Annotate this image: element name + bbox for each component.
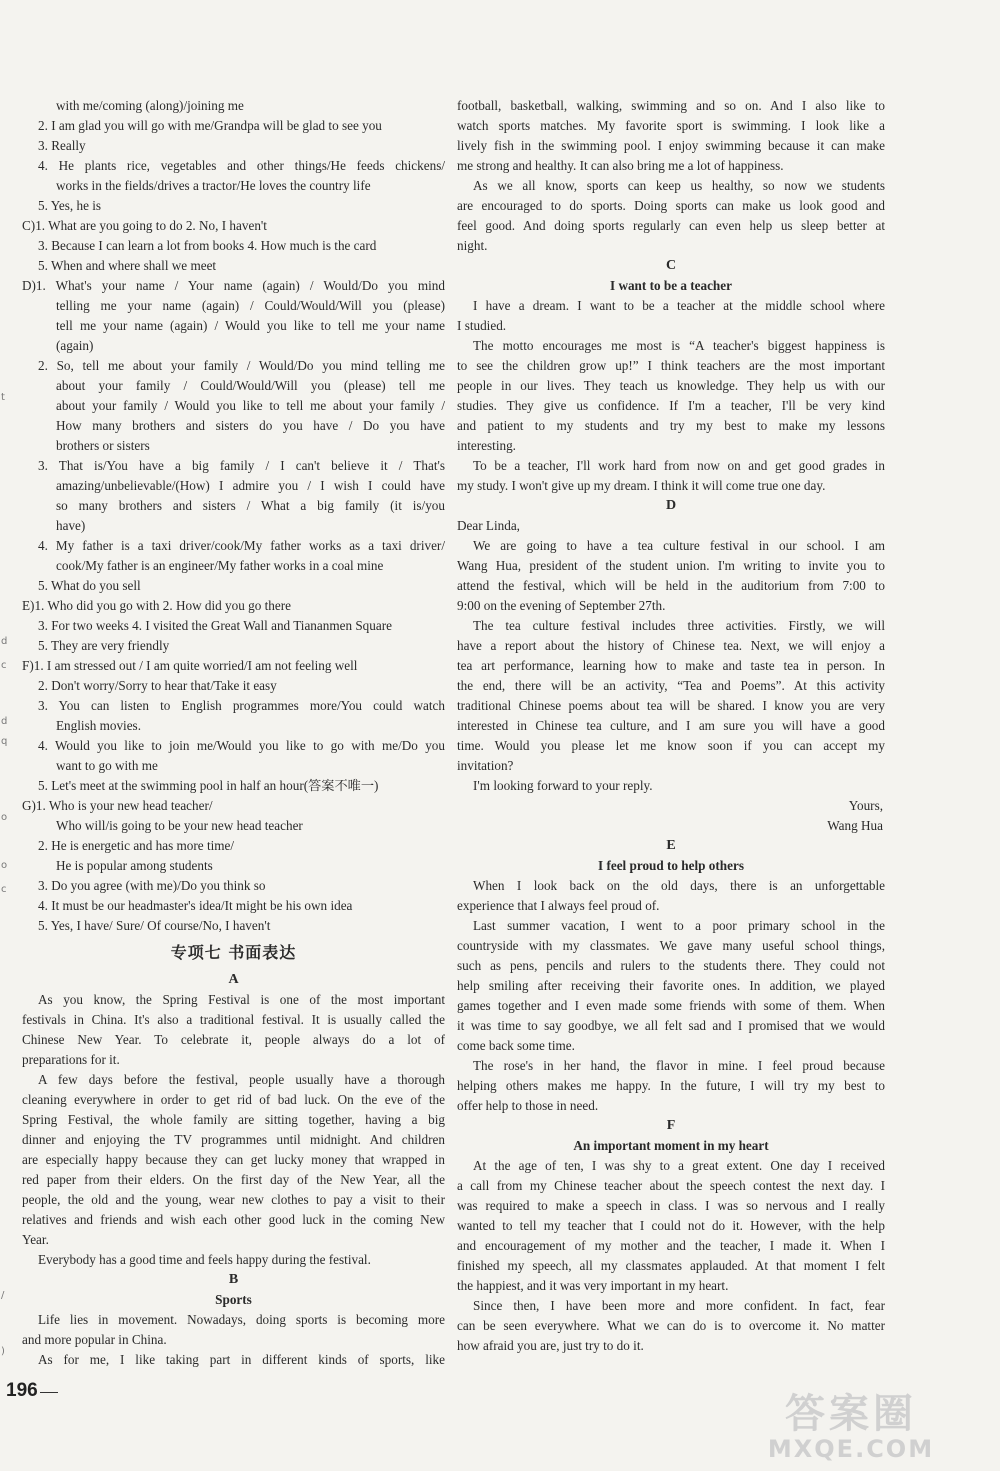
text-line: 5. When and where shall we meet — [38, 258, 217, 273]
text-line: 5. They are very friendly — [38, 638, 170, 653]
text-line: the happiest, and it was very important in my heart. — [457, 1278, 729, 1293]
text-line: (again) — [56, 338, 94, 353]
text-line: The tea culture festival includes three activities. Firstly, we will — [473, 618, 885, 633]
margin-mark: o — [1, 812, 8, 823]
text-line: 2. I am glad you will go with me/Grandpa will be glad to see you — [38, 118, 382, 133]
text-line: English movies. — [56, 718, 141, 733]
text-line: To be a teacher, I'll work hard from now on and get good grades in — [473, 458, 885, 473]
text-line: G)1. Who is your new head teacher/ — [22, 798, 213, 813]
text-line: attend the festival, which will be held in the auditorium from 7:00 to — [457, 578, 885, 593]
text-line: Wang Hua, president of the student union. I'm writing to invite you to — [457, 558, 885, 573]
essay-title: I feel proud to help others — [598, 858, 744, 873]
text-line: about your family / Could/Would/Will you (please) tell me — [56, 378, 445, 393]
section-heading: F — [666, 1118, 676, 1133]
text-line: helping others makes me happy. In the future, I will try my best to — [457, 1078, 885, 1093]
text-line: interested in Chinese tea culture, and I am sure you will have a good — [457, 718, 885, 733]
text-line: people in our lives. They teach us knowledge. They help us with our — [457, 378, 885, 393]
text-line: As we all know, sports can keep us healthy, so now we students — [473, 178, 885, 193]
text-line: dinner and enjoying the TV programmes until midnight. And children — [22, 1132, 445, 1147]
essay-title: I want to be a teacher — [610, 278, 732, 293]
text-line: How many brothers and sisters do you have / Do you have — [56, 418, 445, 433]
text-line: 2. He is energetic and has more time/ — [38, 838, 235, 853]
text-line: As for me, I like taking part in different kinds of sports, like — [38, 1352, 445, 1367]
text-line: C)1. What are you going to do 2. No, I haven't — [22, 218, 267, 233]
section-heading: E — [666, 838, 676, 853]
text-line: Everybody has a good time and feels happy during the festival. — [38, 1252, 371, 1267]
text-line: Wang Hua — [827, 818, 883, 833]
text-line: with me/coming (along)/joining me — [56, 98, 244, 113]
text-line: lively fish in the swimming pool. I enjoy swimming because it can make — [457, 138, 885, 153]
text-line: 4. He plants rice, vegetables and other things/He feeds chickens/ — [38, 158, 445, 173]
section-heading: D — [665, 498, 677, 513]
text-line: me strong and healthy. It can also bring me a lot of happiness. — [457, 158, 784, 173]
text-line: invitation? — [457, 758, 514, 773]
text-line: offer help to those in need. — [457, 1098, 599, 1113]
text-line: 2. So, tell me about your family / Would/Do you mind telling me — [38, 358, 445, 373]
text-line: time. Would you please let me know soon if you can accept my — [457, 738, 885, 753]
essay-title: Sports — [215, 1292, 252, 1307]
text-line: countryside with my classmates. We gave many useful school things, — [457, 938, 885, 953]
text-line: 3. Really — [38, 138, 86, 153]
text-line: feel good. And doing sports regularly can even help us sleep better at — [457, 218, 885, 233]
text-line: F)1. I am stressed out / I am quite worried/I am not feeling well — [22, 658, 358, 673]
margin-mark: / — [1, 1290, 5, 1301]
text-line: The motto encourages me most is “A teacher's biggest happiness is — [473, 338, 885, 353]
text-line: interesting. — [457, 438, 516, 453]
margin-mark: o — [1, 860, 8, 871]
text-line: preparations for it. — [22, 1052, 120, 1067]
text-line: A few days before the festival, people usually have a thorough — [38, 1072, 445, 1087]
text-line: I'm looking forward to your reply. — [473, 778, 653, 793]
text-line: works in the fields/drives a tractor/He loves the country life — [56, 178, 371, 193]
text-line: about your family / Would you like to tell me about your family / — [56, 398, 445, 413]
text-line: We are going to have a tea culture festival in our school. I am — [473, 538, 885, 553]
text-line: 3. For two weeks 4. I visited the Great Wall and Tiananmen Square — [38, 618, 392, 633]
text-line: Dear Linda, — [457, 518, 520, 533]
text-line: When I look back on the old days, there is an unforgettable — [473, 878, 885, 893]
section-heading: B — [228, 1272, 239, 1287]
text-line: Since then, I have been more and more confident. In fact, fear — [473, 1298, 885, 1313]
margin-mark: q — [1, 736, 8, 747]
text-line: 5. Yes, I have/ Sure/ Of course/No, I haven't — [38, 918, 271, 933]
text-line: At the age of ten, I was shy to a great extent. One day I received — [473, 1158, 885, 1173]
text-line: 2. Don't worry/Sorry to hear that/Take it easy — [38, 678, 277, 693]
text-line: finished my speech, all my classmates applauded. At that moment I felt — [457, 1258, 885, 1273]
text-line: The rose's in her hand, the flavor in mine. I feel proud because — [473, 1058, 885, 1073]
text-line: 4. Would you like to join me/Would you like to go with me/Do you — [38, 738, 445, 753]
watermark-text: 答案圈 — [785, 1391, 917, 1437]
text-line: have) — [56, 518, 86, 533]
text-line: 3. Do you agree (with me)/Do you think so — [38, 878, 266, 893]
text-line: a call from my Chinese teacher about the speech contest the next day. I — [457, 1178, 885, 1193]
text-line: it was time to say goodbye, we all felt sad and I promised that we would — [457, 1018, 885, 1033]
text-line: I studied. — [457, 318, 507, 333]
text-line: red paper from their elders. On the first day of the New Year, all the — [22, 1172, 445, 1187]
text-line: traditional Chinese poems about tea will be shared. I know you are very — [457, 698, 885, 713]
text-line: and more popular in China. — [22, 1332, 167, 1347]
watermark-logo — [715, 1392, 987, 1464]
text-line: the end, there will be an activity, “Tea and Poems”. At this activity — [457, 678, 885, 693]
text-line: telling me your name (again) / Could/Would/Will you (please) — [56, 298, 445, 313]
text-line: Spring Festival, the whole family are sitting together, having a big — [22, 1112, 445, 1127]
text-line: and patient to my students and try my best to make my lessons — [457, 418, 885, 433]
text-line: He is popular among students — [56, 858, 213, 873]
text-line: are especially happy because they can get lucky money that wrapped in — [22, 1152, 445, 1167]
text-line: was required to make a speech in class. I was so nervous and I really — [457, 1198, 885, 1213]
text-line: relatives and friends and wish each other good luck in the coming New — [22, 1212, 445, 1227]
text-line: As you know, the Spring Festival is one of the most important — [38, 992, 445, 1007]
text-line: tea art performance, learning how to make and taste tea in person. In — [457, 658, 885, 673]
text-line: to see the children grow up!” I think teachers are the most important — [457, 358, 885, 373]
text-line: want to go with me — [56, 758, 158, 773]
text-line: so many brothers and sisters / What a big family (it is/you — [56, 498, 445, 513]
text-line: football, basketball, walking, swimming and so on. And I also like to — [457, 98, 885, 113]
margin-mark: c — [1, 660, 7, 671]
text-line: Yours, — [848, 798, 883, 813]
text-line: experience that I always feel proud of. — [457, 898, 660, 913]
text-line: amazing/unbelievable/(How) I admire you / I wish I could have — [56, 478, 445, 493]
text-line: Last summer vacation, I went to a poor primary school in the — [473, 918, 885, 933]
text-line: my study. I won't give up my dream. I think it will come true one day. — [457, 478, 826, 493]
text-line: games together and I even made some friends with some of them. When — [457, 998, 885, 1013]
text-line: are encouraged to do sports. Doing sports can make us look good and — [457, 198, 885, 213]
text-line: brothers or sisters — [56, 438, 150, 453]
text-line: help smiling after receiving their favorite ones. In addition, we played — [457, 978, 885, 993]
page-number: 196 — [6, 1380, 38, 1401]
text-line: how afraid you are, just try to do it. — [457, 1338, 644, 1353]
margin-mark: c — [1, 884, 7, 895]
margin-mark: ) — [1, 1346, 5, 1357]
text-line: 5. Yes, he is — [38, 198, 102, 213]
margin-mark: d — [1, 636, 8, 647]
margin-mark: t — [1, 392, 5, 403]
text-line: 4. My father is a taxi driver/cook/My father works as a taxi driver/ — [38, 538, 445, 553]
page-number-rule — [40, 1392, 58, 1393]
right-column — [457, 96, 885, 1356]
text-line: have a report about the history of Chinese tea. Next, we will enjoy a — [457, 638, 885, 653]
text-line: Chinese New Year. To celebrate it, people always do a lot of — [22, 1032, 445, 1047]
text-line: cook/My father is an engineer/My father works in a coal mine — [56, 558, 384, 573]
section-heading: A — [228, 972, 239, 987]
text-line: festivals in China. It's also a traditional festival. It is usually called the — [22, 1012, 445, 1027]
text-line: E)1. Who did you go with 2. How did you go there — [22, 598, 291, 613]
margin-mark: d — [1, 716, 8, 727]
text-line: and encouragement of my mother and the teacher, I made it. When I — [457, 1238, 885, 1253]
text-line: people, the old and the young, wear new clothes to pay a visit to their — [22, 1192, 445, 1207]
text-line: 3. Because I can learn a lot from books 4. How much is the card — [38, 238, 377, 253]
text-line: tell me your name (again) / Would you like to tell me your name — [56, 318, 445, 333]
text-line: 3. You can listen to English programmes more/You could watch — [38, 698, 445, 713]
text-line: 4. It must be our headmaster's idea/It might be his own idea — [38, 898, 353, 913]
text-line: 9:00 on the evening of September 27th. — [457, 598, 666, 613]
text-line: I have a dream. I want to be a teacher at the middle school where — [473, 298, 885, 313]
text-line: come back some time. — [457, 1038, 575, 1053]
text-line: cleaning everywhere in order to get rid of bad luck. On the eve of the — [22, 1092, 445, 1107]
text-line: can be seen everywhere. What we can do is to overcome it. No matter — [457, 1318, 885, 1333]
text-line: 3. That is/You have a big family / I can't believe it / That's — [38, 458, 445, 473]
text-line: such as pens, pencils and rulers to the students there. They could not — [457, 958, 885, 973]
essay-title: An important moment in my heart — [573, 1138, 769, 1153]
text-line: Life lies in movement. Nowadays, doing sports is becoming more — [38, 1312, 445, 1327]
left-column — [22, 96, 445, 1370]
text-line: Who will/is going to be your new head teacher — [56, 818, 303, 833]
watermark-url: MXQE.COM — [767, 1435, 935, 1463]
text-line: 5. Let's meet at the swimming pool in half an hour(答案不唯一) — [38, 778, 379, 793]
text-line: D)1. What's your name / Your name (again) / Would/Do you mind — [22, 278, 445, 293]
text-line: watch sports matches. My favorite sport is swimming. I look like a — [457, 118, 885, 133]
text-line: studies. They give us confidence. If I'm a teacher, I'll be very kind — [457, 398, 885, 413]
section-heading: C — [665, 258, 677, 273]
text-line: Year. — [22, 1232, 49, 1247]
text-line: wanted to tell my teacher that I could not do it. However, with the help — [457, 1218, 885, 1233]
text-line: 5. What do you sell — [38, 578, 141, 593]
text-line: night. — [457, 238, 488, 253]
section-heading: 专项七 书面表达 — [170, 943, 297, 962]
